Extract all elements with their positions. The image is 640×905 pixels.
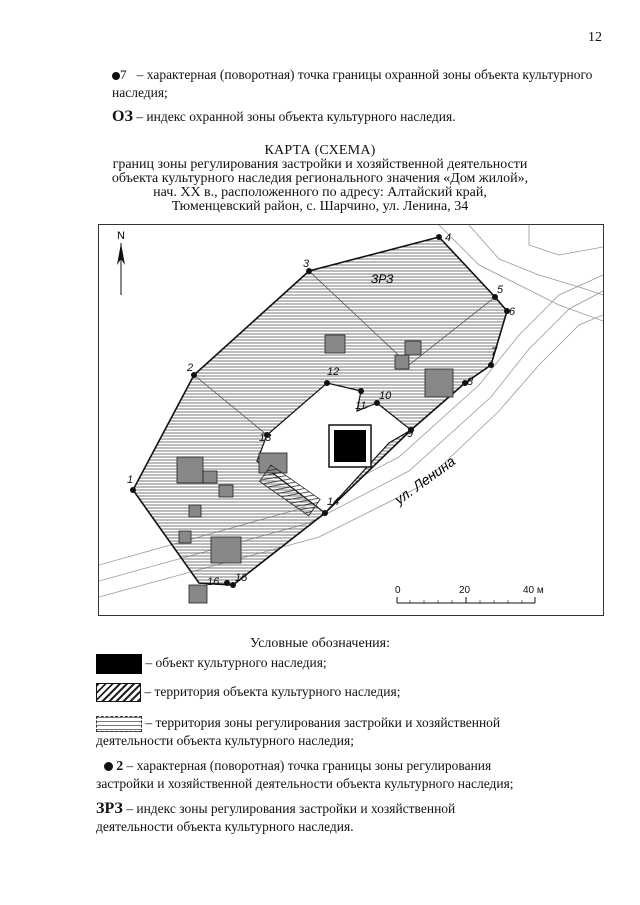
point-label-11: 11 <box>355 400 367 412</box>
map-subtitle-4: Тюменцевский район, с. Шарчино, ул. Ленина, 34 <box>171 199 469 214</box>
point-label-7: 7 <box>491 346 498 358</box>
legend-object <box>96 654 327 674</box>
legend-object-text: – объект культурного наследия; <box>145 655 327 671</box>
legend-index <box>96 800 602 836</box>
point-label-9: 9 <box>407 428 414 440</box>
point-label-14: 14 <box>327 496 340 508</box>
north-label: N <box>117 230 125 242</box>
zone-point-icon <box>104 762 113 771</box>
legend-zone <box>96 714 602 750</box>
legend-point-text-1: – характерная (поворотная) точка границы зоны регулирования <box>126 758 492 773</box>
point-label-1: 1 <box>127 474 134 486</box>
point-label-8: 8 <box>467 376 474 388</box>
legend-point <box>96 757 602 793</box>
map-title: КАРТА (СХЕМА) <box>264 143 376 158</box>
oz-point-symbol: 7 <box>120 67 127 82</box>
map-frame <box>98 224 604 616</box>
point-label-4: 4 <box>445 232 452 244</box>
zone-swatch-icon <box>96 716 142 732</box>
map-canvas <box>99 225 603 615</box>
legend-index-text-1: – индекс зоны регулирования застройки и хозяйственной <box>126 801 456 816</box>
point-label-13: 13 <box>259 432 272 444</box>
point-label-3: 3 <box>303 258 310 270</box>
point-label-10: 10 <box>379 390 392 402</box>
legend-point-text-2: застройки и хозяйственной деятельности объекта культурного наследия; <box>96 776 514 791</box>
street-label: ул. Ленина <box>391 452 459 508</box>
north-arrow-icon <box>117 243 125 295</box>
point-label-15: 15 <box>235 572 248 584</box>
object-swatch-icon <box>96 654 142 674</box>
oz-index-legend <box>112 108 602 126</box>
scale-label-40: 40 м <box>523 585 544 596</box>
oz-point-legend <box>112 66 602 102</box>
legend-territory <box>96 683 400 702</box>
legend-zone-text-2: деятельности объекта культурного наследия; <box>96 733 354 748</box>
oz-index-text: – индекс охранной зоны объекта культурного наследия. <box>136 109 456 124</box>
legend-index-text-2: деятельности объекта культурного наследия. <box>96 819 354 834</box>
zone-label: ЗРЗ <box>371 272 394 286</box>
scale-label-20: 20 <box>459 585 471 596</box>
legend-point-symbol: 2 <box>116 758 124 773</box>
point-label-16: 16 <box>207 576 220 588</box>
map-subtitle-2: объекта культурного наследия регионального значения «Дом жилой», <box>111 171 529 186</box>
point-label-6: 6 <box>509 306 516 318</box>
point-label-5: 5 <box>497 284 504 296</box>
map-subtitle-1: границ зоны регулирования застройки и хозяйственной деятельности <box>112 157 528 172</box>
legend-index-symbol: ЗРЗ <box>96 800 123 817</box>
oz-index-symbol: ОЗ <box>112 108 133 125</box>
scale-label-0: 0 <box>395 585 401 596</box>
point-label-12: 12 <box>327 366 340 378</box>
page-number: 12 <box>588 30 602 45</box>
map-subtitle-3: нач. XX в., расположенного по адресу: Алтайский край, <box>153 185 487 200</box>
point-label-2: 2 <box>187 362 194 374</box>
legend-title: Условные обозначения: <box>249 636 391 651</box>
scale-bar <box>397 597 535 603</box>
legend-zone-text-1: – территория зоны регулирования застройки и хозяйственной <box>145 715 501 730</box>
territory-swatch-icon <box>96 683 141 702</box>
oz-point-icon <box>112 72 120 80</box>
cultural-heritage-object-core <box>334 430 366 462</box>
oz-point-text: – характерная (поворотная) точка границы охранной зоны объекта культурного наследия; <box>112 67 593 100</box>
legend-territory-text: – территория объекта культурного наследия; <box>144 684 401 699</box>
